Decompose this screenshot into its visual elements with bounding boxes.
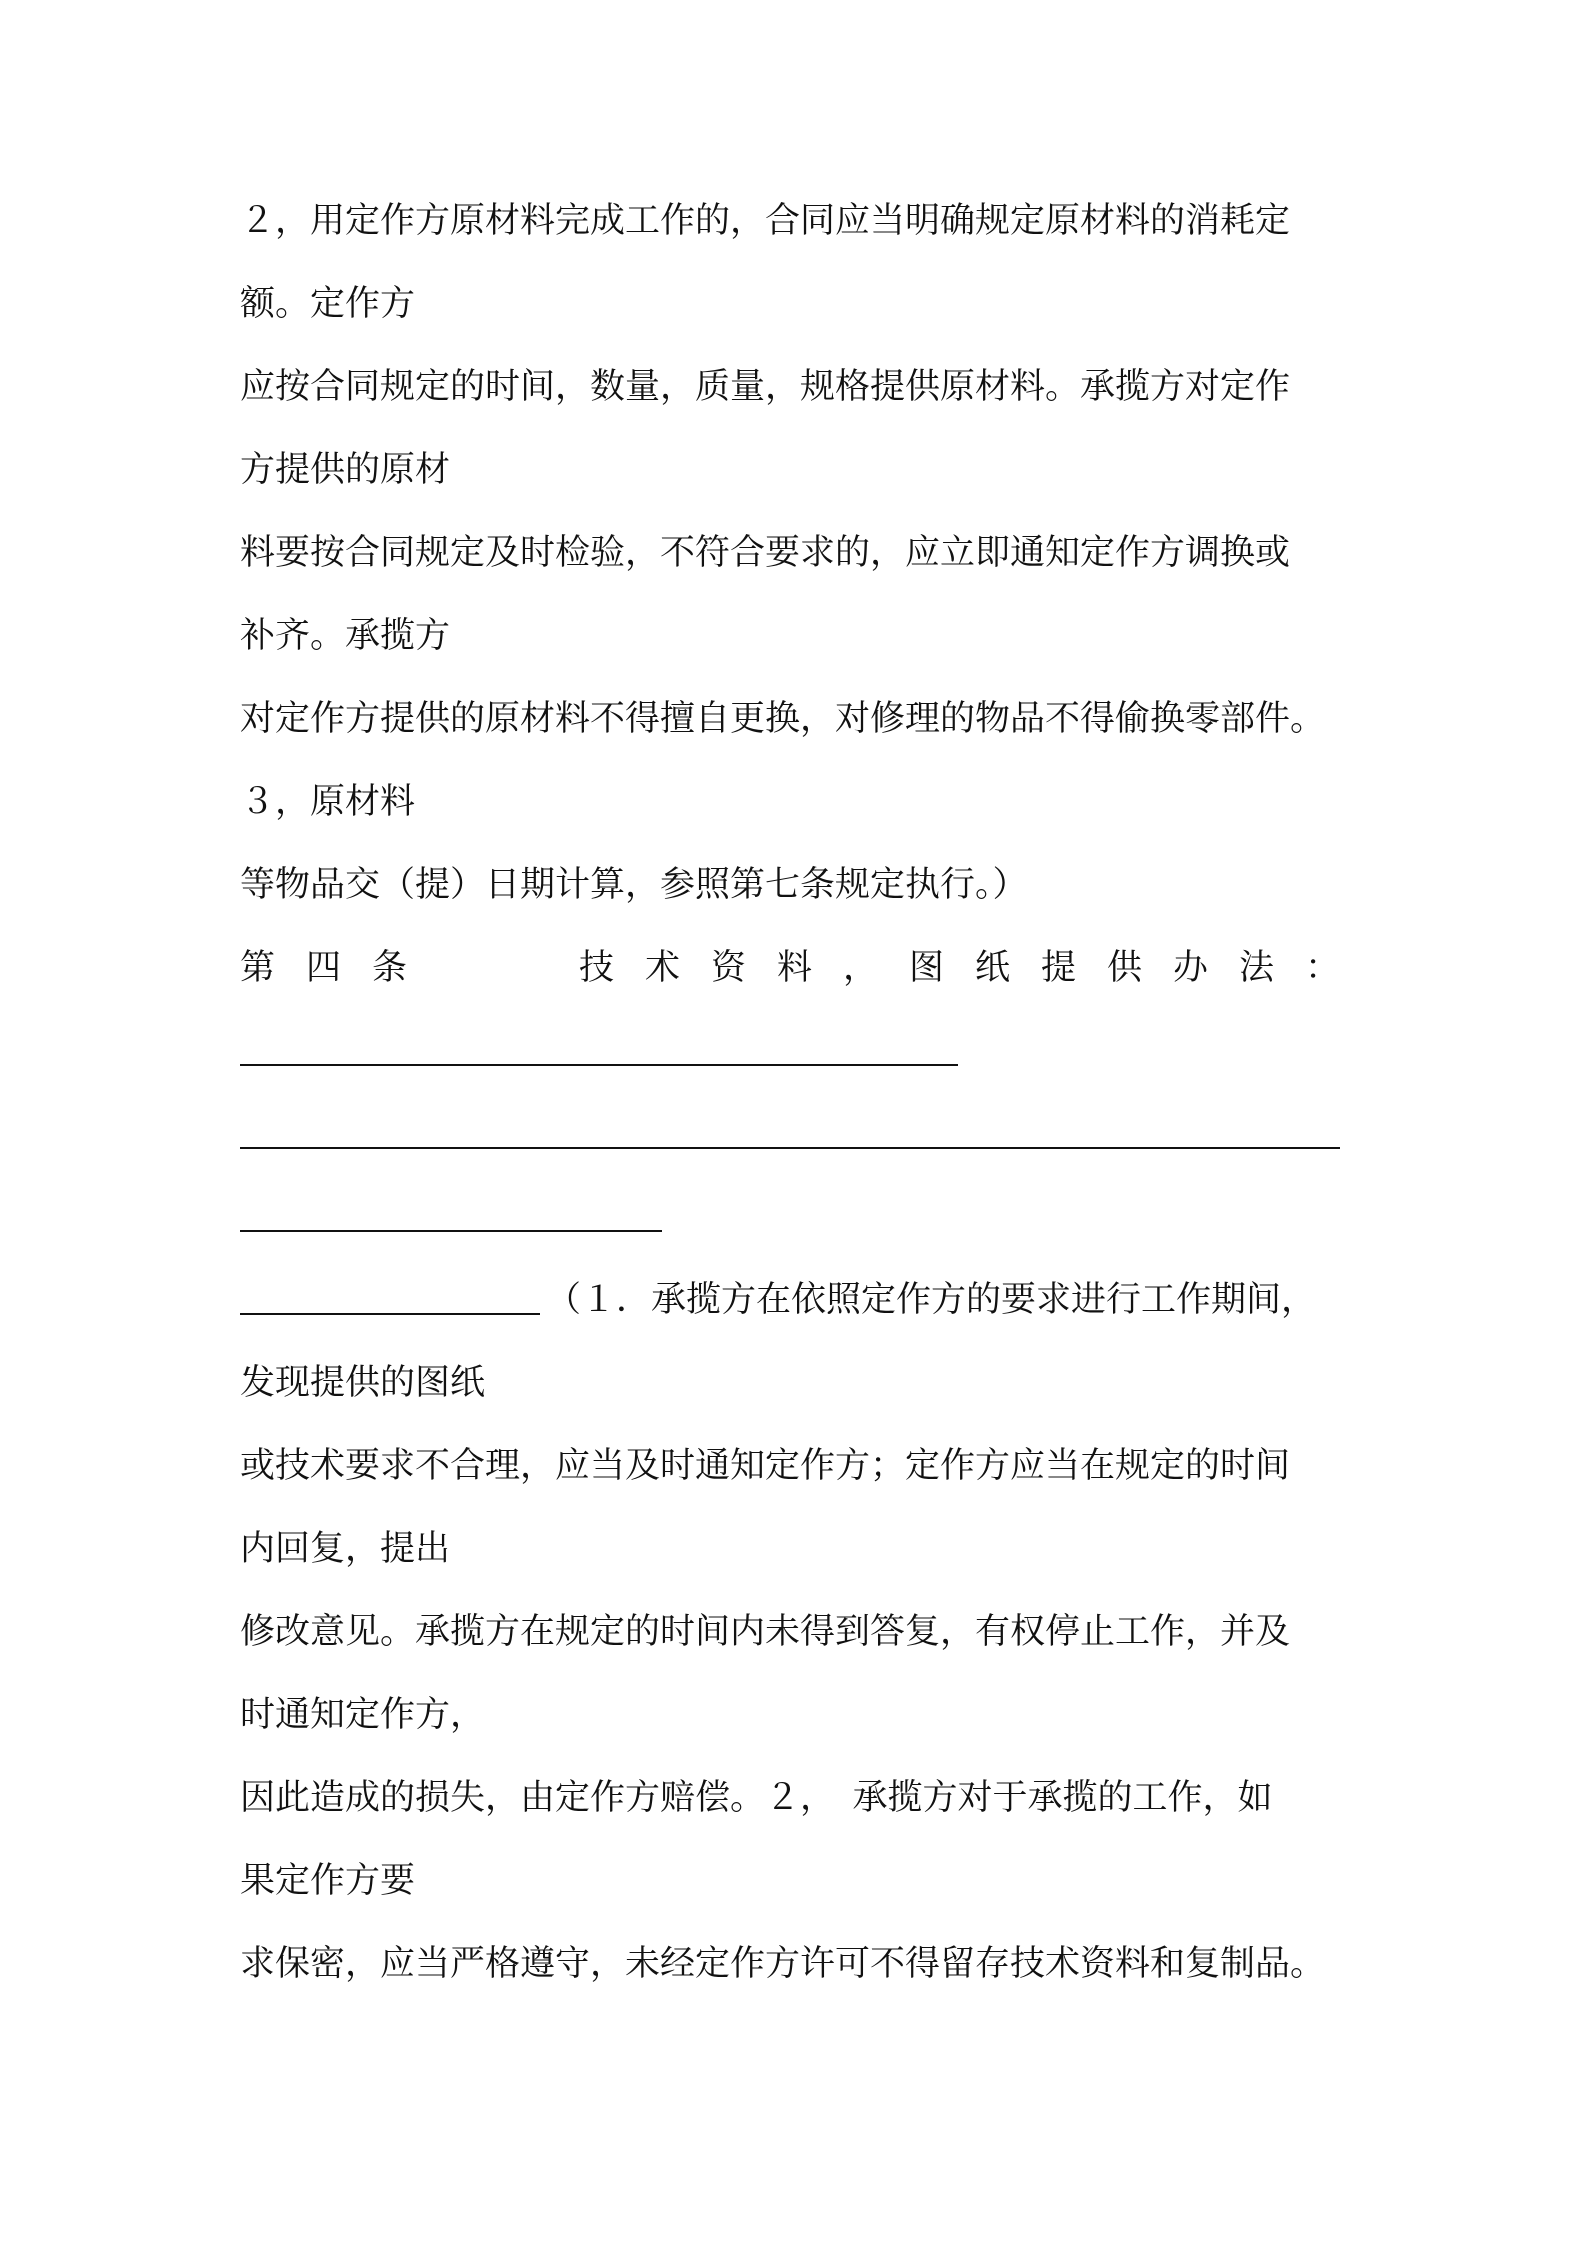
text-line: 额。定作方 bbox=[240, 284, 416, 324]
text-line: 对定作方提供的原材料不得擅自更换，对修理的物品不得偷换零部件。 bbox=[240, 699, 1326, 739]
text-line: 时通知定作方， bbox=[240, 1695, 486, 1735]
heading-char: 第 bbox=[240, 948, 276, 988]
text-line bbox=[240, 1275, 1370, 1358]
text-line: 料要按合同规定及时检验，不符合要求的，应立即通知定作方调换或 bbox=[240, 533, 1291, 573]
heading-gap bbox=[438, 943, 548, 1026]
fill-blank-line bbox=[240, 1026, 1370, 1109]
text-line: 应按合同规定的时间，数量，质量，规格提供原材料。承揽方对定作 bbox=[240, 367, 1291, 407]
text-line: 补齐。承揽方 bbox=[240, 616, 451, 656]
heading-char: 办 bbox=[1172, 948, 1208, 988]
heading-char: ， bbox=[842, 948, 878, 988]
heading-char: 法 bbox=[1238, 948, 1274, 988]
document-body bbox=[240, 196, 1370, 2022]
heading-char: 资 bbox=[710, 948, 746, 988]
underline-blank bbox=[240, 1230, 662, 1232]
underline-blank bbox=[240, 1147, 1340, 1149]
text-line: ３，原材料 bbox=[240, 782, 416, 822]
text-line: 等物品交（提）日期计算，参照第七条规定执行。） bbox=[240, 865, 1028, 905]
heading-char: 料 bbox=[776, 948, 812, 988]
underline-blank bbox=[240, 1064, 958, 1066]
text-line: ２，用定作方原材料完成工作的，合同应当明确规定原材料的消耗定 bbox=[240, 201, 1291, 241]
text-line: 或技术要求不合理，应当及时通知定作方；定作方应当在规定的时间 bbox=[240, 1446, 1291, 1486]
underline-blank bbox=[240, 1277, 540, 1315]
text-line: 因此造成的损失，由定作方赔偿。２， 承揽方对于承揽的工作，如 bbox=[240, 1778, 1273, 1818]
text-line: 求保密，应当严格遵守，未经定作方许可不得留存技术资料和复制品。 bbox=[240, 1944, 1326, 1984]
text-line: 修改意见。承揽方在规定的时间内未得到答复，有权停止工作，并及 bbox=[240, 1612, 1291, 1652]
heading-char: 术 bbox=[644, 948, 680, 988]
text-line: 发现提供的图纸 bbox=[240, 1363, 486, 1403]
text-line: 方提供的原材 bbox=[240, 450, 451, 490]
heading-char: 图 bbox=[908, 948, 944, 988]
text-line: 内回复，提出 bbox=[240, 1529, 451, 1569]
heading-char: 纸 bbox=[974, 948, 1010, 988]
heading-char: ： bbox=[1304, 948, 1340, 988]
article-4-heading bbox=[240, 943, 1340, 1026]
heading-char: 四 bbox=[306, 948, 342, 988]
heading-char: 技 bbox=[578, 948, 614, 988]
heading-char: 提 bbox=[1040, 948, 1076, 988]
fill-blank-line bbox=[240, 1109, 1370, 1192]
heading-char: 条 bbox=[372, 948, 408, 988]
fill-blank-line bbox=[240, 1192, 1370, 1275]
heading-char: 供 bbox=[1106, 948, 1142, 988]
inline-text: （１．承揽方在依照定作方的要求进行工作期间， bbox=[546, 1280, 1317, 1320]
text-line: 果定作方要 bbox=[240, 1861, 416, 1901]
